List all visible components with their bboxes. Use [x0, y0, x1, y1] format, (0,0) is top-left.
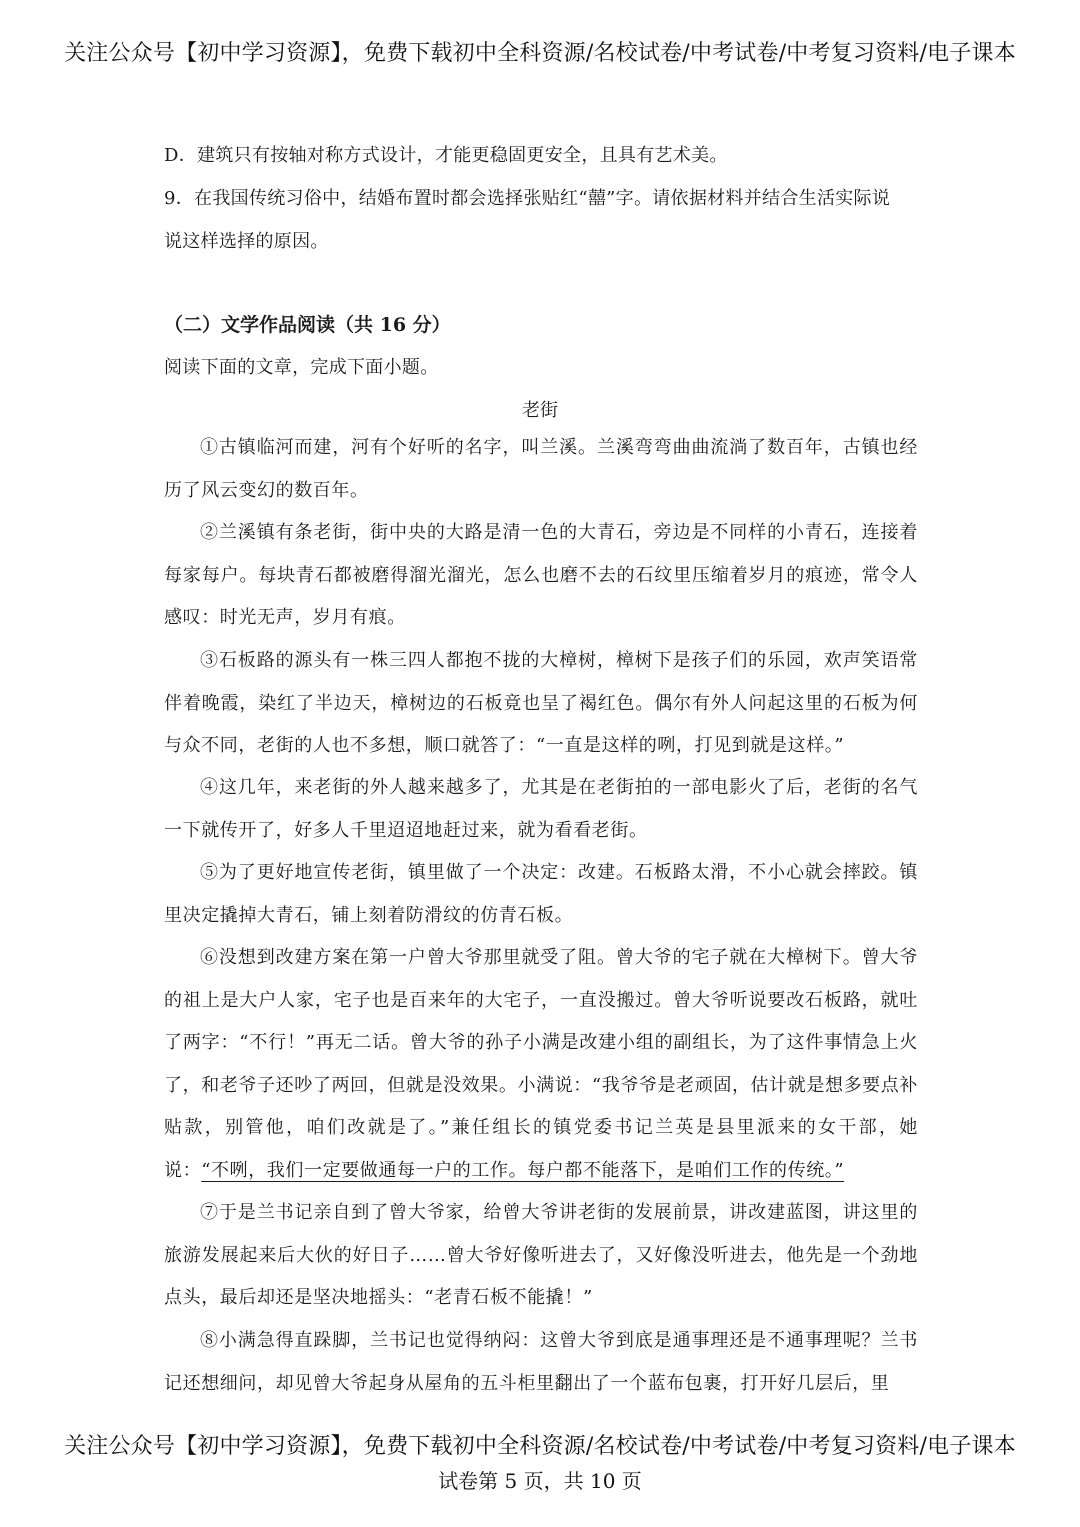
- story-underlined-quote: “不咧，我们一定要做通每一户的工作。每户都不能落下，是咱们工作的传统。”: [201, 1159, 845, 1181]
- question-9-line-1: 9．在我国传统习俗中，结婚布置时都会选择张贴红“囍”字。请依据材料并结合生活实际说: [164, 188, 891, 209]
- story-paragraph-1: ①古镇临河而建，河有个好听的名字，叫兰溪。兰溪弯弯曲曲流淌了数百年，古镇也经历了风云变幻的数百年。: [164, 437, 918, 501]
- story-paragraph-7: ⑦于是兰书记亲自到了曾大爷家，给曾大爷讲老街的发展前景，讲改建蓝图，讲这里的旅游发展起来后大伙的好日子……曾大爷好像听进去了，又好像没听进去，他先是一个劲地点头，最后却还是坚决地摇头：“老青石板不能撬！”: [164, 1202, 918, 1308]
- reading-instruction: 阅读下面的文章，完成下面小题。: [164, 357, 439, 378]
- question-8-option-d: D．建筑只有按轴对称方式设计，才能更稳固更安全，且具有艺术美。: [164, 145, 728, 166]
- page-number: 试卷第 5 页，共 10 页: [438, 1469, 642, 1493]
- story-title: 老街: [522, 400, 558, 421]
- bottom-promo-banner: 关注公众号【初中学习资源】，免费下载初中全科资源/名校试卷/中考试卷/中考复习资料/电子课本: [64, 1434, 1016, 1459]
- section-two-heading: （二）文学作品阅读（共 16 分）: [164, 314, 451, 336]
- story-paragraph-6: [164, 937, 918, 1192]
- story-paragraph-5: ⑤为了更好地宣传老街，镇里做了一个决定：改建。石板路太滑，不小心就会摔跤。镇里决定撬掉大青石，铺上刻着防滑纹的仿青石板。: [164, 862, 918, 926]
- story-paragraph-3: ③石板路的源头有一株三四人都抱不拢的大樟树，樟树下是孩子们的乐园，欢声笑语常伴着晚霞，染红了半边天，樟树边的石板竟也呈了褐红色。偶尔有外人问起这里的石板为何与众不同，老街的人也不多想，顺口就答了：“一直是这样的咧，打见到就是这样。”: [164, 650, 918, 756]
- story-paragraph-4: ④这几年，来老街的外人越来越多了，尤其是在老街拍的一部电影火了后，老街的名气一下就传开了，好多人千里迢迢地赶过来，就为看看老街。: [164, 777, 918, 841]
- top-promo-banner: 关注公众号【初中学习资源】，免费下载初中全科资源/名校试卷/中考试卷/中考复习资料/电子课本: [64, 41, 1016, 66]
- story-paragraph-8: ⑧小满急得直跺脚，兰书记也觉得纳闷：这曾大爷到底是通事理还是不通事理呢？兰书记还想细问，却见曾大爷起身从屋角的五斗柜里翻出了一个蓝布包裹，打开好几层后，里: [164, 1330, 918, 1394]
- story-paragraph-2: ②兰溪镇有条老街，街中央的大路是清一色的大青石，旁边是不同样的小青石，连接着每家每户。每块青石都被磨得溜光溜光，怎么也磨不去的石纹里压缩着岁月的痕迹，常令人感叹：时光无声，岁月有痕。: [164, 522, 918, 628]
- question-9-line-2: 说这样选择的原因。: [164, 231, 329, 252]
- story-paragraph-6-text: ⑥没想到改建方案在第一户曾大爷那里就受了阻。曾大爷的宅子就在大樟树下。曾大爷的祖上是大户人家，宅子也是百来年的大宅子，一直没搬过。曾大爷听说要改石板路，就吐了两字：“不行！”再无二话。曾大爷的孙子小满是改建小组的副组长，为了这件事情急上火了，和老爷子还吵了两回，但就是没效果。小满说：“我爷爷是老顽固，估计就是想多要点补贴款，别管他，咱们改就是了。”兼任组长的镇党委书记兰英是县里派来的女干部，她说：: [164, 947, 918, 1181]
